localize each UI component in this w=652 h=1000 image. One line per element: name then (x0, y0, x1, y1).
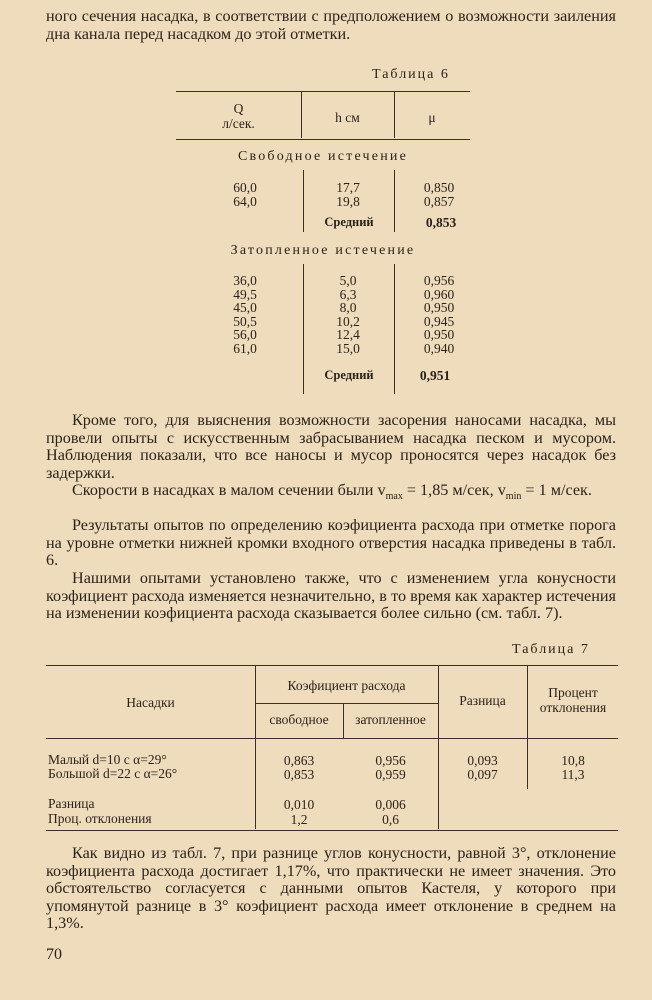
paragraph-4: Нашими опытами установлено также, что с изменением угла конусности коэфициент расхода изменяется незначительно, в то время как характер истечения на изменении коэфициента расхода сказывается более сильно (см. табл. 7). (46, 569, 616, 623)
table6-submerged-mu-1: 0,960 (423, 286, 455, 302)
table7-header-diff: Разница (459, 693, 506, 708)
table7-summary-1-free: 1,2 (290, 812, 308, 827)
table6-submerged-q-4: 56,0 (233, 327, 257, 342)
table6-header-q-unit: л/сек. (222, 116, 255, 131)
table6-submerged-divider-2 (394, 264, 395, 394)
table6-submerged-mu-5: 0,940 (423, 340, 455, 356)
table7-group-rule (255, 703, 438, 704)
table7-summary-1-submerged: 0,6 (382, 812, 399, 827)
table7-summary-1-label: Проц. отклонения (48, 811, 152, 826)
table7-divider-1 (255, 666, 256, 738)
table7-row-1-diff: 0,097 (467, 767, 498, 782)
table7-summary-0-label: Разница (48, 796, 95, 811)
paragraph-2: Скорости в насадках в малом сечении были $v_{max} = 1,85$ м/сек, $v_{min} = 1$ м/сек. (72, 481, 592, 503)
table7-row-1-label: Большой d=22 с α=26° (48, 766, 178, 781)
table6-top-rule (176, 91, 470, 92)
table6-header-q: Q (233, 101, 244, 116)
paragraph-top: ного сечения насадка, в соответствии с предположением о возможности заиления дна канала перед насадком до этой отметки. (46, 7, 616, 43)
table6-submerged-h-0: 5,0 (339, 273, 357, 288)
table7-bottom-rule (46, 830, 618, 831)
table7-row-0-free: 0,863 (283, 753, 315, 768)
table6-free-mu-1: 0,857 (423, 193, 455, 209)
table7-header-free: свободное (269, 712, 329, 727)
table6-submerged-mu-2: 0,950 (423, 300, 455, 315)
table6-submerged-q-5: 61,0 (233, 340, 257, 356)
table6-free-q-col (210, 181, 280, 208)
table6-free-avg-value: 0,853 (425, 215, 457, 230)
table7-header-coef: Коэфициент расхода (287, 678, 406, 693)
table7-row-0-percent: 10,8 (561, 753, 585, 768)
table6-submerged-h-1: 6,3 (339, 286, 357, 302)
table6-submerged-mu-3: 0,945 (423, 313, 455, 329)
table6-submerged-h-4: 12,4 (336, 327, 360, 342)
table6-submerged-avg-value: 0,951 (419, 368, 451, 383)
table7-header-rule (46, 738, 618, 739)
table6-header-mu: μ (428, 110, 436, 125)
table7-header-nozzles: Насадки (126, 695, 175, 710)
table6-free-divider-1 (303, 170, 304, 232)
table6-submerged-mu-4: 0,950 (423, 327, 455, 342)
table6-free-divider-2 (394, 170, 395, 232)
table6-header-rule (176, 139, 470, 140)
table6-submerged-q-1: 49,5 (233, 286, 257, 302)
table7-header-percent-2: отклонения (539, 700, 607, 715)
table6-free-q-1: 64,0 (233, 193, 257, 209)
table7-header-percent-1: Процент (548, 685, 598, 700)
table7-row-0-submerged: 0,956 (375, 753, 406, 768)
table6-submerged-q-2: 45,0 (233, 300, 257, 315)
table7-row-0-diff: 0,093 (467, 753, 498, 768)
table6-submerged-h-2: 8,0 (339, 300, 357, 315)
table6-submerged-q-col (210, 274, 280, 355)
table6-submerged-divider-1 (303, 264, 304, 394)
paragraph-3: Результаты опытов по определению коэфициента расхода при отметке порога на уровне отметки нижней кромки входного отверстия насадка приведены в табл. 6. (46, 516, 616, 570)
table7-row-1-free: 0,853 (283, 767, 315, 782)
table7-summary-0-submerged: 0,006 (375, 797, 406, 812)
table6-free-h-col (313, 181, 383, 208)
table7-row-1-submerged: 0,959 (375, 767, 406, 782)
table6-submerged-h-3: 10,2 (336, 313, 360, 329)
paragraph-1: Кроме того, для выяснения возможности засорения наносами насадка, мы провели опыты с искусственным забрасыванием насадка песком и мусором. Наблюдения показали, что все наносы и мусор проносятся через насадок без задержки. (46, 411, 616, 482)
table6-header-h: h см (335, 110, 360, 125)
table6-free-mu-col (404, 181, 474, 208)
table7-header-submerged: затопленное (355, 712, 426, 727)
table6-submerged-title: Затопленное истечение (230, 243, 416, 258)
paragraph-5: Как видно из табл. 7, при разнице углов конусности, равной 3°, отклонение коэфициента расхода достигает 1,17%, что практически не имеет значения. Это обстоятельство согласуется с данными опытов Кастеля, у которого при упомянутой разнице в 3° коэфициент расхода имеет отклонение в среднем на 1,3%. (46, 844, 616, 933)
table6-submerged-mu-col (404, 274, 474, 355)
table7-summary-0-free: 0,010 (283, 797, 315, 812)
table6-submerged-h-5: 15,0 (336, 340, 360, 356)
table6-submerged-h-col (313, 274, 383, 355)
table6-free-mu-0: 0,850 (423, 180, 455, 195)
table6-submerged-mu-0: 0,956 (423, 273, 455, 288)
table6-submerged-avg-label: Средний (324, 368, 374, 382)
table6-free-q-0: 60,0 (233, 180, 257, 195)
table7-row-0-label: Малый d=10 с α=29° (48, 752, 167, 767)
table7-caption: Таблица 7 (512, 642, 590, 657)
table6-free-title: Свободное истечение (237, 149, 408, 164)
table6-free-h-0: 17,7 (336, 180, 360, 195)
table6-free-avg-label: Средний (324, 215, 374, 229)
table6-submerged-q-0: 36,0 (233, 273, 257, 288)
table6-caption: Таблица 6 (372, 67, 450, 82)
table7-row-1-percent: 11,3 (561, 767, 585, 782)
table7-top-rule (46, 665, 618, 666)
page-number: 70 (46, 946, 62, 963)
table6-free-h-1: 19,8 (336, 193, 360, 209)
table6-submerged-q-3: 50,5 (233, 313, 257, 329)
